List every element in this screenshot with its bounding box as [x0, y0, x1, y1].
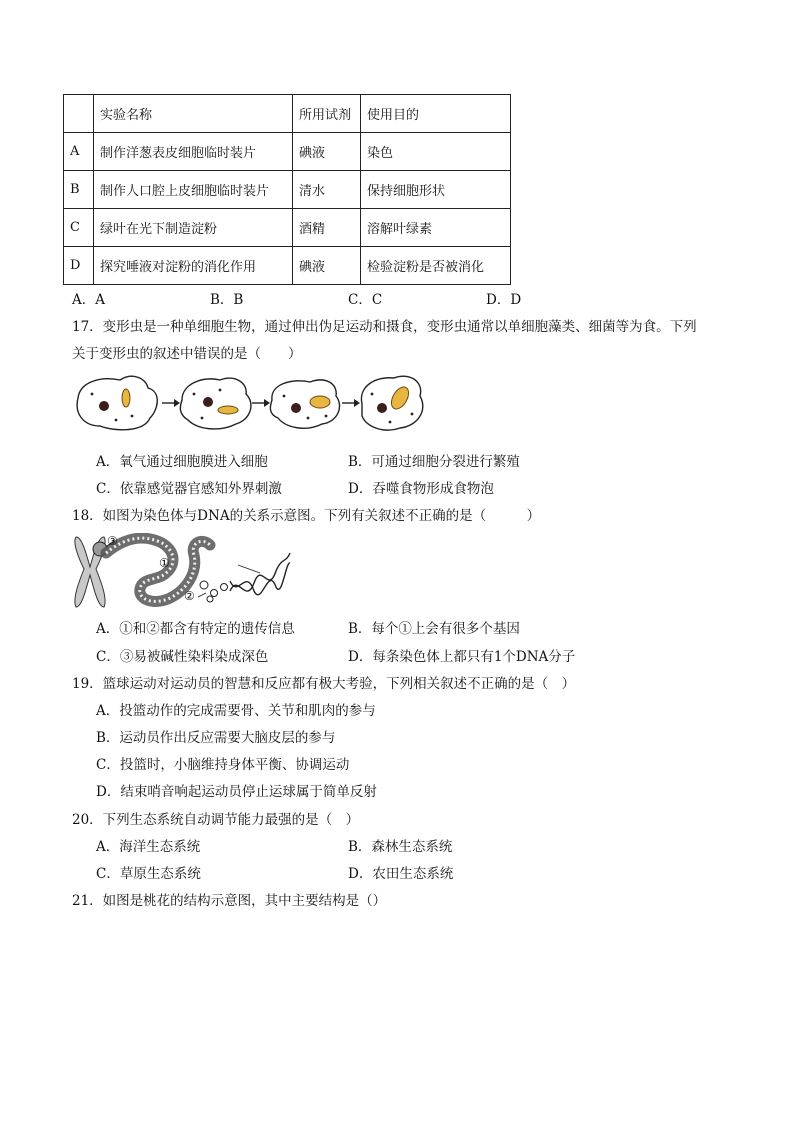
q18-option-b: B．每个①上会有很多个基因	[348, 621, 520, 637]
table-cell: 检验淀粉是否被消化	[361, 247, 511, 285]
table-cell: B	[64, 171, 94, 209]
table-cell: 探究唾液对淀粉的消化作用	[94, 247, 293, 285]
table-cell: 清水	[293, 171, 361, 209]
q20-stem: 20．下列生态系统自动调节能力最强的是（ ）	[72, 812, 360, 828]
q18-option-d: D．每条染色体上都只有1个DNA分子	[348, 649, 576, 665]
q17-option-d: D．吞噬食物形成食物泡	[348, 481, 494, 497]
q16-option-b: B．B	[210, 292, 244, 308]
amoeba-figure	[70, 370, 430, 438]
table-header-cell	[64, 95, 94, 133]
table-row	[64, 247, 511, 285]
q17-stem-line1: 17．变形虫是一种单细胞生物，通过伸出伪足运动和摄食，变形虫通常以单细胞藻类、细菌等为食。下列	[72, 319, 697, 335]
chromosome-dna-figure	[70, 533, 292, 611]
q18-stem: 18．如图为染色体与DNA的关系示意图。下列有关叙述不正确的是（ ）	[72, 508, 541, 524]
table-header-cell: 所用试剂	[293, 95, 361, 133]
q19-option-a: A．投篮动作的完成需要骨、关节和肌肉的参与	[96, 703, 376, 719]
q17-option-c: C．依靠感觉器官感知外界刺激	[96, 481, 282, 497]
figure-label-3: ③	[107, 534, 118, 548]
table-cell: 碘液	[293, 133, 361, 171]
table-cell: 溶解叶绿素	[361, 209, 511, 247]
q18-option-a: A．①和②都含有特定的遗传信息	[96, 621, 295, 637]
table-cell: D	[64, 247, 94, 285]
q16-option-d: D．D	[486, 292, 522, 308]
q17-option-b: B．可通过细胞分裂进行繁殖	[348, 454, 520, 470]
q19-option-c: C．投篮时，小脑维持身体平衡、协调运动	[96, 757, 350, 773]
table-row	[64, 171, 511, 209]
table-row	[64, 133, 511, 171]
table-cell: 碘液	[293, 247, 361, 285]
table-header-row	[64, 95, 511, 133]
q20-option-a: A．海洋生态系统	[96, 839, 201, 855]
experiment-table	[63, 94, 511, 285]
q20-option-b: B．森林生态系统	[348, 839, 453, 855]
q17-stem-line2: 关于变形虫的叙述中错误的是（ ）	[72, 346, 302, 362]
table-header-cell: 使用目的	[361, 95, 511, 133]
table-header-cell: 实验名称	[94, 95, 293, 133]
q18-option-c: C．③易被碱性染料染成深色	[96, 649, 269, 665]
table-cell: 酒精	[293, 209, 361, 247]
q19-option-d: D．结束哨音响起运动员停止运球属于简单反射	[96, 784, 377, 800]
table-cell: 制作人口腔上皮细胞临时装片	[94, 171, 293, 209]
q20-option-d: D．农田生态系统	[348, 866, 454, 882]
table-row	[64, 209, 511, 247]
table-cell: 染色	[361, 133, 511, 171]
table-cell: 制作洋葱表皮细胞临时装片	[94, 133, 293, 171]
table-cell: C	[64, 209, 94, 247]
figure-label-1: ①	[159, 556, 170, 570]
q16-option-a: A．A	[72, 292, 105, 308]
table-cell: A	[64, 133, 94, 171]
q19-stem: 19．篮球运动对运动员的智慧和反应都有极大考验，下列相关叙述不正确的是（ ）	[72, 676, 576, 692]
q17-option-a: A．氧气通过细胞膜进入细胞	[96, 454, 268, 470]
q16-option-c: C．C	[348, 292, 383, 308]
q21-stem: 21．如图是桃花的结构示意图，其中主要结构是（）	[72, 893, 387, 909]
q19-option-b: B．运动员作出反应需要大脑皮层的参与	[96, 730, 336, 746]
table-cell: 保持细胞形状	[361, 171, 511, 209]
q20-option-c: C．草原生态系统	[96, 866, 201, 882]
table-cell: 绿叶在光下制造淀粉	[94, 209, 293, 247]
figure-label-2: ②	[184, 589, 195, 603]
